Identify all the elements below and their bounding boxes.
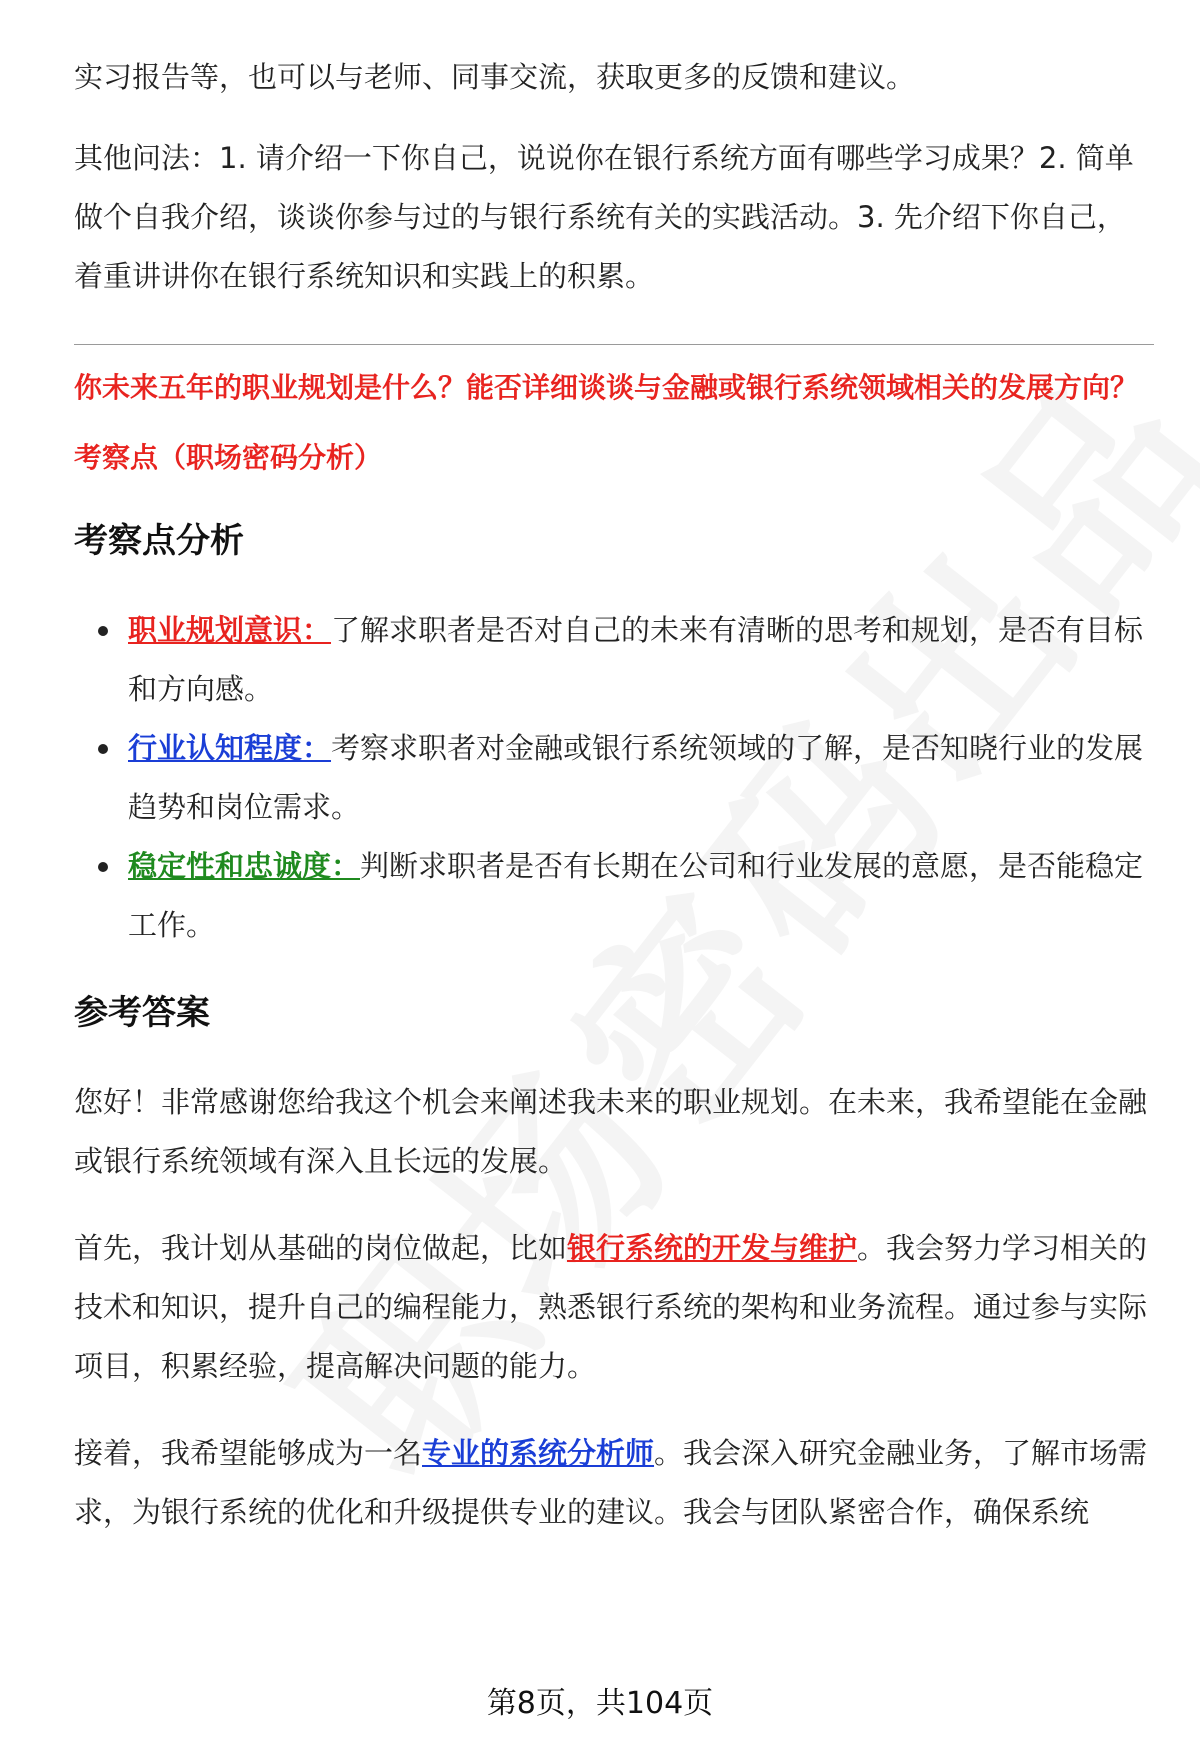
analysis-keyword: 行业认知程度：: [128, 731, 332, 765]
analysis-list: [74, 601, 1154, 955]
interview-question: 你未来五年的职业规划是什么？能否详细谈谈与金融或银行系统领域相关的发展方向？: [74, 371, 1139, 404]
list-item: [128, 719, 1154, 837]
document-page: [74, 48, 1154, 1570]
focus-tag: 考察点（职场密码分析）: [74, 441, 383, 474]
analysis-keyword: 职业规划意识：: [128, 613, 332, 647]
answer-paragraph-3: [74, 1424, 1154, 1542]
answer-text: 。我会深入研究金融业务，了解市场需求，为银行系统的优化和升级提供专业的建议。我会与团队紧密合作，确保系统: [74, 1436, 1148, 1529]
list-item: [128, 601, 1154, 719]
answer-keyword: 专业的系统分析师: [422, 1436, 655, 1470]
analysis-text: 判断求职者是否有长期在公司和行业发展的意愿，是否能稳定工作。: [128, 849, 1144, 942]
page-footer: 第8页，共104页: [486, 1686, 714, 1721]
section-divider: [74, 344, 1154, 345]
answer-heading: 参考答案: [74, 993, 210, 1033]
answer-text: 接着，我希望能够成为一名: [74, 1436, 423, 1470]
analysis-text: 了解求职者是否对自己的未来有清晰的思考和规划，是否有目标和方向感。: [128, 613, 1144, 706]
analysis-keyword: 稳定性和忠诚度：: [128, 849, 361, 883]
answer-body: [74, 1073, 1154, 1542]
bullet-dot: [98, 626, 108, 636]
answer-paragraph-1: 您好！非常感谢您给我这个机会来阐述我未来的职业规划。在未来，我希望能在金融或银行系统领域有深入且长远的发展。: [74, 1085, 1148, 1178]
answer-text: 首先，我计划从基础的岗位做起，比如: [74, 1231, 568, 1265]
analysis-heading: 考察点分析: [74, 521, 244, 561]
list-item: [128, 837, 1154, 955]
bullet-dot: [98, 744, 108, 754]
answer-paragraph-2: [74, 1219, 1154, 1396]
other-questions-paragraph: 其他问法：1. 请介绍一下你自己，说说你在银行系统方面有哪些学习成果？2. 简单做个自我介绍，谈谈你参与过的与银行系统有关的实践活动。3. 先介绍下你自己，着重讲讲你在银行系统知识和实践上的积累。: [74, 141, 1134, 293]
intro-paragraph: 实习报告等，也可以与老师、同事交流，获取更多的反馈和建议。: [74, 60, 916, 94]
bullet-dot: [98, 862, 108, 872]
answer-keyword: 银行系统的开发与维护: [567, 1231, 858, 1265]
analysis-text: 考察求职者对金融或银行系统领域的了解，是否知晓行业的发展趋势和岗位需求。: [128, 731, 1144, 824]
answer-text: 。我会努力学习相关的技术和知识，提升自己的编程能力，熟悉银行系统的架构和业务流程。通过参与实际项目，积累经验，提高解决问题的能力。: [74, 1231, 1148, 1383]
